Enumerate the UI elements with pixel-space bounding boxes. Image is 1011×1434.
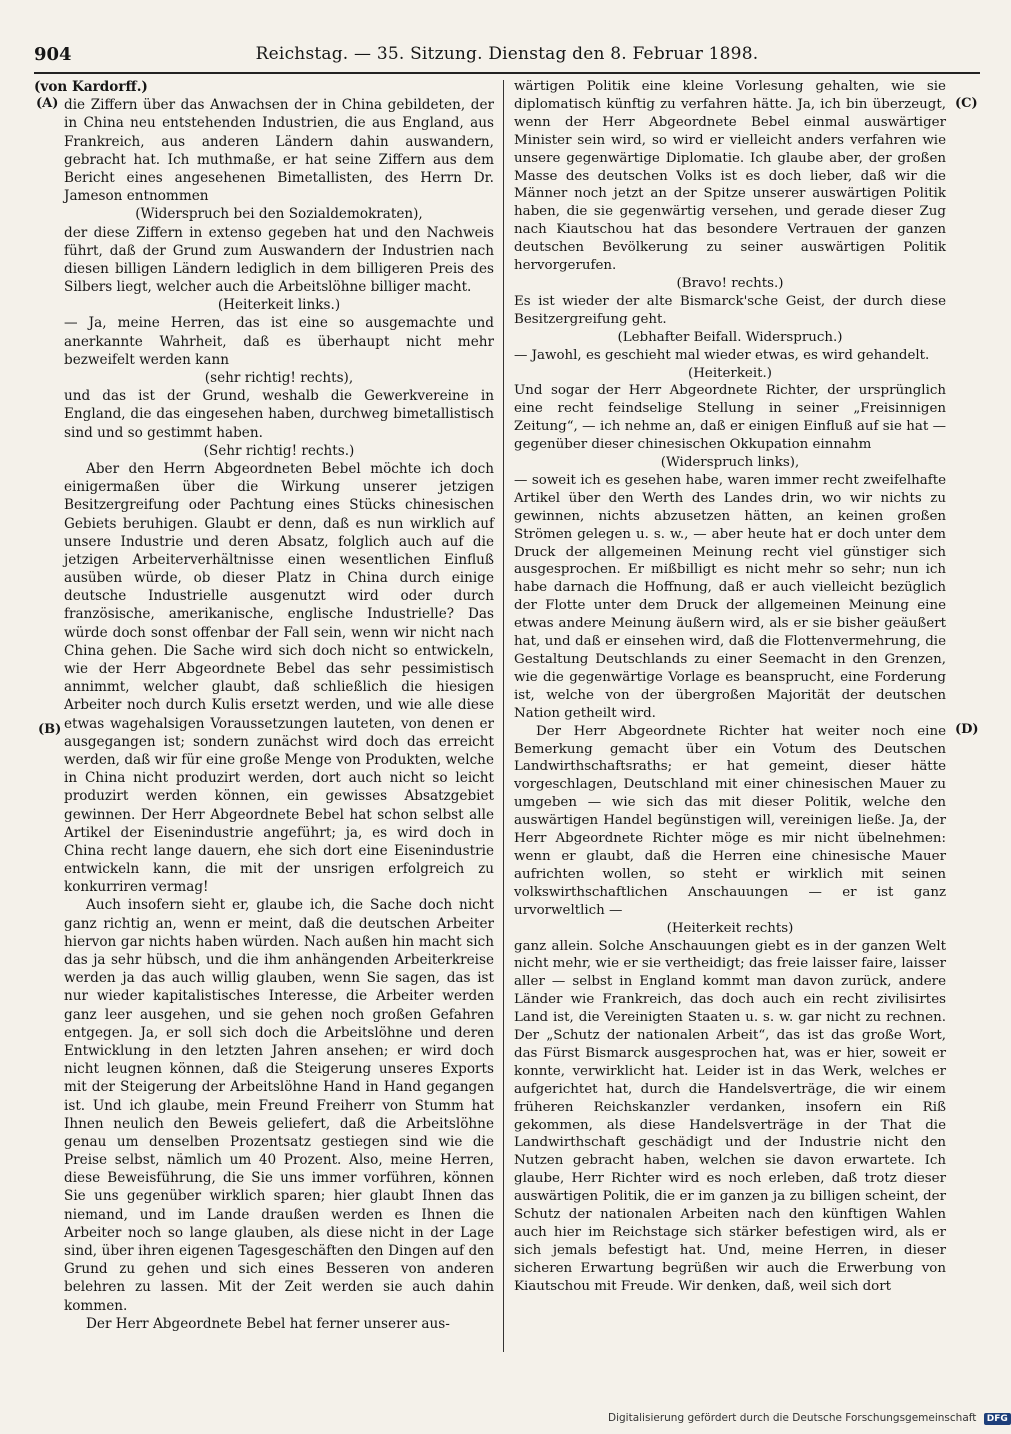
page-title: Reichstag. — 35. Sitzung. Dienstag den 8. Februar 1898.	[255, 44, 759, 64]
footer-credit	[608, 1412, 1011, 1425]
paragraph: und das ist der Grund, weshalb die Gewerkvereine in England, die das eingesehen haben, durchweg bimetallistisch sind und so gestimmt haben.	[64, 388, 494, 441]
interjection: (Widerspruch links),	[660, 455, 800, 471]
left-column	[34, 78, 494, 1333]
interjection: (Widerspruch bei den Sozialdemokraten),	[135, 206, 423, 223]
margin-marker-b: (B)	[38, 722, 62, 737]
paragraph: Und sogar der Herr Abgeordnete Richter, der ursprünglich eine recht feindselige Stellung in seiner „Freisinnigen Zeitung“, — ich nehme an, daß er einigen Einfluß auf sie hat — gegenüber dieser chinesischen Okkupation einnahm	[514, 383, 946, 453]
paragraph: Auch insofern sieht er, glaube ich, die Sache doch nicht ganz richtig an, wenn er meint, daß die deutschen Arbeiter hiervon gar nichts haben würden. Nach außen hin macht sich das ja sehr hübsch, und die ihm anhängenden Arbeiterkreise werden ja das auch willig glauben, wenn Sie sagen, das ist nur wieder kapitalistisches Interesse, die Arbeiter werden ganz leer ausgehen, und sie gehen noch großen Gefahren entgegen. Ja, er soll sich doch die Arbeitslöhne und deren Entwicklung in den letzten Jahren ansehen; er wird doch nicht leugnen können, daß die Steigerung unseres Exports mit der Steigerung der Arbeitslöhne Hand in Hand gegangen ist. Und ich glaube, mein Freund Freiherr von Stumm hat Ihnen neulich den Beweis geliefert, daß die Arbeitslöhne genau um denselben Prozentsatz gestiegen sind wie die Preise selbst, nämlich um 40 Prozent. Also, meine Herren, diese Beweisführung, die Sie uns immer vorführen, können Sie uns gegenüber wirklich sparen; hier glaubt Ihnen das niemand, und im Lande draußen werden es Ihnen die Arbeiter noch so lange glauben, als diese nicht in der Lage sind, über ihren eigenen Tagesgeschäften den Dingen auf den Grund zu gehen und sich eines Besseren von anderen belehren zu lassen. Mit der Zeit werden sie auch dahin kommen.	[64, 897, 494, 1314]
interjection: (Sehr richtig! rechts.)	[203, 442, 355, 459]
interjection: (Heiterkeit rechts)	[666, 920, 794, 936]
header-rule	[34, 72, 980, 74]
paragraph: ganz allein. Solche Anschauungen giebt es in der ganzen Welt nicht mehr, wie er sie vertheidigt; das freie laisser faire, laisser aller — selbst in England kommt man davon zurück, andere Länder wie Frankreich, das doch auch ein recht zivilisirtes Land ist, die Vereinigten Staaten u. s. w. gar nicht zu rechnen. Der „Schutz der nationalen Arbeit“, das ist das große Wort, das Fürst Bismarck ausgesprochen hat, was er hier, soweit er konnte, verwirklicht hat. Leider ist in das Werk, welches er aufgerichtet hat, durch die Handelsverträge, die wir einem früheren Reichskanzler verdanken, insofern ein Riß gekommen, als diese Handelsverträge in der That die Landwirthschaft geschädigt und der Industrie nicht den Nutzen gebracht haben, welchen sie davon erwartete. Ich glaube, Herr Richter wird es noch erleben, daß trotz dieser auswärtigen Politik, die er im ganzen ja zu billigen scheint, der Schutz der nationalen Arbeiten nach den künftigen Wahlen auch hier im Reichstage sich stärker befestigen wird, als er sich jemals befestigt hat. Und, meine Herren, in dieser sicheren Erwartung begrüßen wir auch die Erwerbung von Kiautschou mit Freude. Wir denken, daß, weil sich dort	[514, 938, 946, 1294]
interjection: (Bravo! rechts.)	[676, 275, 784, 291]
interjection: (Heiterkeit links.)	[217, 297, 341, 314]
dfg-logo: DFG	[984, 1413, 1011, 1425]
paragraph: der diese Ziffern in extenso gegeben hat und den Nachweis führt, daß der Grund zum Auswandern der Industrien nach diesen billigen Ländern lediglich in dem billigeren Preis des Silbers liegt, welcher auch die Arbeitslöhne billiger macht.	[64, 224, 494, 296]
interjection: (Heiterkeit.)	[688, 365, 772, 381]
right-column	[514, 78, 946, 1296]
paragraph: — Ja, meine Herren, das ist eine so ausgemachte und anerkannte Wahrheit, daß es überhaupt nicht mehr bezweifelt werden kann	[64, 315, 494, 368]
paragraph: — Jawohl, es geschieht mal wieder etwas, es wird gehandelt.	[514, 347, 930, 363]
paragraph: Der Herr Abgeordnete Richter hat weiter noch eine Bemerkung gemacht über ein Votum des Deutschen Landwirthschaftsraths; er hat gemeint, dieser hätte vorgeschlagen, Deutschland mit einer chinesischen Mauer zu umgeben — wie sich das mit dieser Politik, welche den auswärtigen Handel begünstigen will, vereinigen ließe. Ja, der Herr Abgeordnete Richter möge es mir nicht übelnehmen: wenn er glaubt, daß die Herren eine chinesische Mauer aufrichten wollen, so steht er wirklich mit seinen volkswirthschaftlichen Anschauungen — er ist ganz urvorweltlich —	[514, 723, 946, 918]
margin-marker-a: (A)	[36, 96, 59, 111]
paragraph: die Ziffern über das Anwachsen der in China gebildeten, der in China neu entstehenden Industrien, die aus England, aus Frankreich, aus anderen Ländern dahin auswandern, gebracht hat. Ich muthmaße, er hat seine Ziffern aus dem Bericht eines angesehenen Bimetallisten, des Herrn Dr. Jameson entnommen	[64, 97, 494, 205]
page-number: 904	[34, 44, 72, 65]
footer-text: Digitalisierung gefördert durch die Deutsche Forschungsgemeinschaft	[608, 1412, 977, 1424]
paragraph: Aber den Herrn Abgeordneten Bebel möchte ich doch einigermaßen über die Wirkung unserer jetzigen Besitzergreifung oder Pachtung eines Stücks chinesischen Gebiets beruhigen. Glaubt er denn, daß es nun wirklich auf unsere Industrie und deren Absatz, folglich auch auf die jetzigen Arbeiterverhältnisse einen wesentlichen Einfluß ausüben würde, ob dieser Platz in China durch einige deutsche Industrielle ausgenutzt wird oder durch französische, amerikanische, englische Industrielle? Das würde doch sonst offenbar der Fall sein, wenn wir nicht nach China gehen. Die Sache wird sich doch nicht so entwickeln, wie der Herr Abgeordnete Bebel das sehr pessimistisch annimmt, welcher glaubt, daß schließlich die hiesigen Arbeiter noch durch Kulis ersetzt werden, und wie alle diese etwas wagehalsigen Voraussetzungen lauteten, von denen er ausgegangen ist; sondern zunächst wird doch das erreicht werden, daß wir für eine große Menge von Produkten, welche in China nicht produzirt werden, dort auch nicht so leicht produzirt werden können, ein gewisses Absatzgebiet gewinnen. Der Herr Abgeordnete Bebel hat schon selbst alle Artikel der Eisenindustrie angeführt; ja, es wird doch in China recht lange dauern, ehe sich dort eine Eisenindustrie entwickeln kann, die mit der unsrigen erfolgreich zu konkurriren vermag!	[64, 460, 494, 896]
column-divider	[503, 80, 504, 1352]
interjection: (Lebhafter Beifall. Widerspruch.)	[617, 329, 843, 345]
margin-marker-c: (C)	[955, 96, 978, 111]
margin-marker-d: (D)	[955, 722, 979, 737]
paragraph: Der Herr Abgeordnete Bebel hat ferner unserer aus-	[86, 1315, 450, 1332]
paragraph: Es ist wieder der alte Bismarck'sche Geist, der durch diese Besitzergreifung geht.	[514, 293, 946, 327]
page-header	[34, 44, 980, 74]
paragraph: — soweit ich es gesehen habe, waren immer recht zweifelhafte Artikel über den Werth des Landes drin, wo wir nichts zu gewinnen, nichts abzusetzen hätten, an keinen großen Strömen gelegen u. s. w., — aber heute hat er doch unter dem Druck der allgemeinen Meinung recht viel günstiger sich ausgesprochen. Er mißbilligt es nicht mehr so sehr; nun ich habe darnach die Hoffnung, daß er auch vielleicht bezüglich der Flotte unter dem Druck der allgemeinen Meinung eine etwas andere Meinung äußern wird, als er sie bisher geäußert hat, und daß er einsehen wird, daß die Flottenvermehrung, die Gestaltung Deutschlands zu einer Seemacht in den Grenzen, wie die gegenwärtige Vorlage es beansprucht, eine Forderung ist, welche von der übergroßen Majorität der deutschen Nation getheilt wird.	[514, 472, 946, 721]
interjection: (sehr richtig! rechts),	[204, 370, 354, 386]
paragraph: wärtigen Politik eine kleine Vorlesung gehalten, wie sie diplomatisch künftig zu verfahren hätte. Ja, ich bin überzeugt, wenn der Herr Abgeordnete Bebel einmal auswärtiger Minister sein wird, so wird er vielleicht anders verfahren wie unsere gegenwärtige Diplomatie. Ich glaube aber, der großen Masse des deutschen Volks ist es doch lieber, daß wir die Männer noch jetzt an der Spitze unserer auswärtigen Politik haben, die sie gegenwärtig versehen, und gerade dieser Zug nach Kiautschou hat das besondere Vertrauen der ganzen deutschen Bevölkerung zu seiner auswärtigen Politik hervorgerufen.	[514, 79, 946, 274]
speaker-label: (von Kardorff.)	[34, 79, 148, 95]
